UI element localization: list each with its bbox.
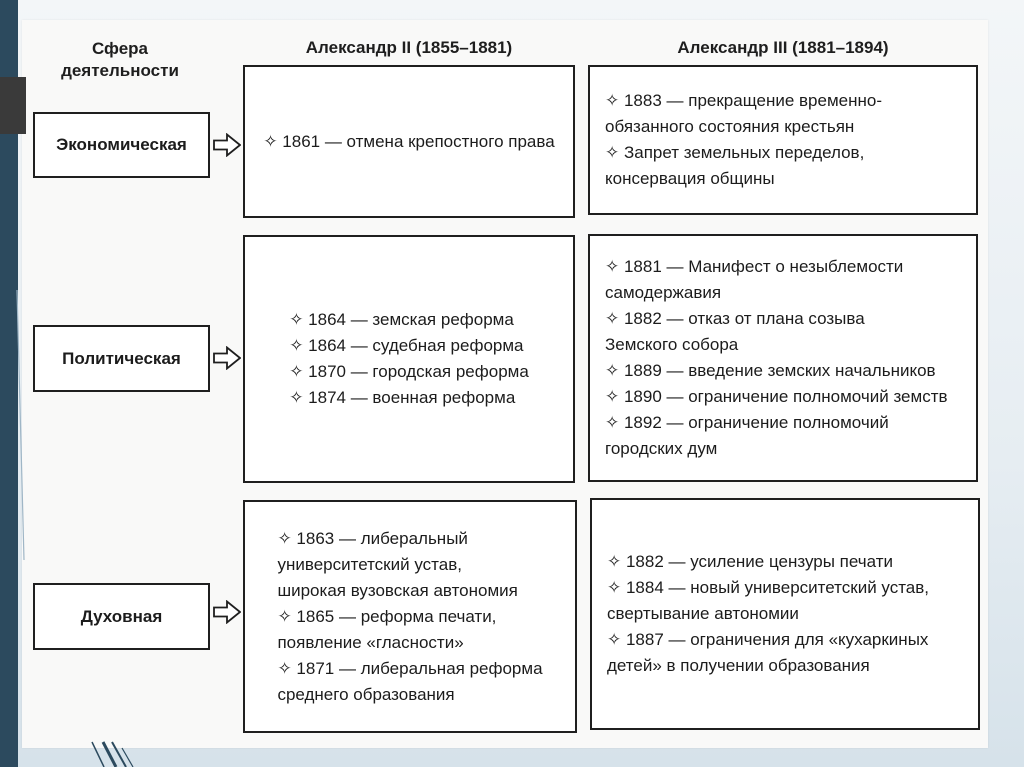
entry-line: консервация общины xyxy=(605,169,775,188)
sphere-box-economic xyxy=(33,112,210,178)
sphere-box-spiritual xyxy=(33,583,210,650)
entry-line: ✧ 1890 — ограничение полномочий земств xyxy=(605,387,948,406)
entry-line: ✧ 1887 — ограничения для «кухаркиных xyxy=(607,630,929,649)
arrow-right-icon xyxy=(213,600,241,624)
cell-alexander3-political xyxy=(588,234,978,482)
entry-line: ✧ 1865 — реформа печати, xyxy=(277,606,497,626)
sphere-label: Духовная xyxy=(80,606,163,626)
entry-line: появление «гласности» xyxy=(277,632,464,652)
entry-line: ✧ 1874 — военная реформа xyxy=(289,388,516,407)
sphere-label: Политическая xyxy=(62,348,181,368)
entry-line: ✧ 1882 — отказ от плана созыва xyxy=(605,309,865,328)
entry-line: ✧ 1883 — прекращение временно- xyxy=(605,91,882,110)
entry-line: ✧ 1884 — новый университетский устав, xyxy=(607,578,930,597)
entry-line: ✧ 1870 — городская реформа xyxy=(289,362,529,381)
entry-line: ✧ 1882 — усиление цензуры печати xyxy=(607,552,893,571)
cell-alexander3-economic xyxy=(588,65,978,215)
entry-line: ✧ 1871 — либеральная реформа xyxy=(277,658,543,678)
arrow-right-icon xyxy=(213,346,241,370)
header-alexander2: Александр II (1855–1881) xyxy=(305,38,513,57)
entry-line: ✧ 1892 — ограничение полномочий xyxy=(605,413,889,432)
cell-alexander2-political xyxy=(243,235,575,483)
entry-line: ✧ 1864 — земская реформа xyxy=(289,310,514,329)
entry-line: ✧ 1889 — введение земских начальников xyxy=(605,361,936,380)
cell-alexander2-economic xyxy=(243,65,575,218)
entry-line: ✧ Запрет земельных переделов, xyxy=(605,143,865,162)
entry-line: детей» в получении образования xyxy=(607,656,870,675)
cell-alexander2-spiritual xyxy=(243,500,577,733)
entry-line: среднего образования xyxy=(277,684,455,704)
slide-accent-block xyxy=(0,77,26,134)
entry-line: ✧ 1861 — отмена крепостного права xyxy=(263,131,555,151)
entry-line: свертывание автономии xyxy=(607,604,799,623)
entry-line: городских дум xyxy=(605,439,718,458)
entry-line: широкая вузовская автономия xyxy=(277,580,518,600)
entry-line: ✧ 1881 — Манифест о незыблемости xyxy=(605,257,904,276)
sphere-box-political xyxy=(33,325,210,392)
entry-line: обязанного состояния крестьян xyxy=(605,117,855,136)
header-sphere-line1: Сфера xyxy=(92,39,148,58)
entry-line: Земского собора xyxy=(605,335,739,354)
header-sphere-line2: деятельности xyxy=(61,61,179,80)
sphere-label: Экономическая xyxy=(56,135,187,154)
header-alexander3: Александр III (1881–1894) xyxy=(677,38,889,57)
entry-line: ✧ 1864 — судебная реформа xyxy=(289,336,524,355)
cell-alexander3-spiritual xyxy=(590,498,980,730)
entry-line: ✧ 1863 — либеральный xyxy=(277,528,468,548)
entry-line: университетский устав, xyxy=(277,554,462,574)
arrow-right-icon xyxy=(213,133,241,157)
header-sphere xyxy=(40,38,200,82)
entry-line: самодержавия xyxy=(605,283,722,302)
